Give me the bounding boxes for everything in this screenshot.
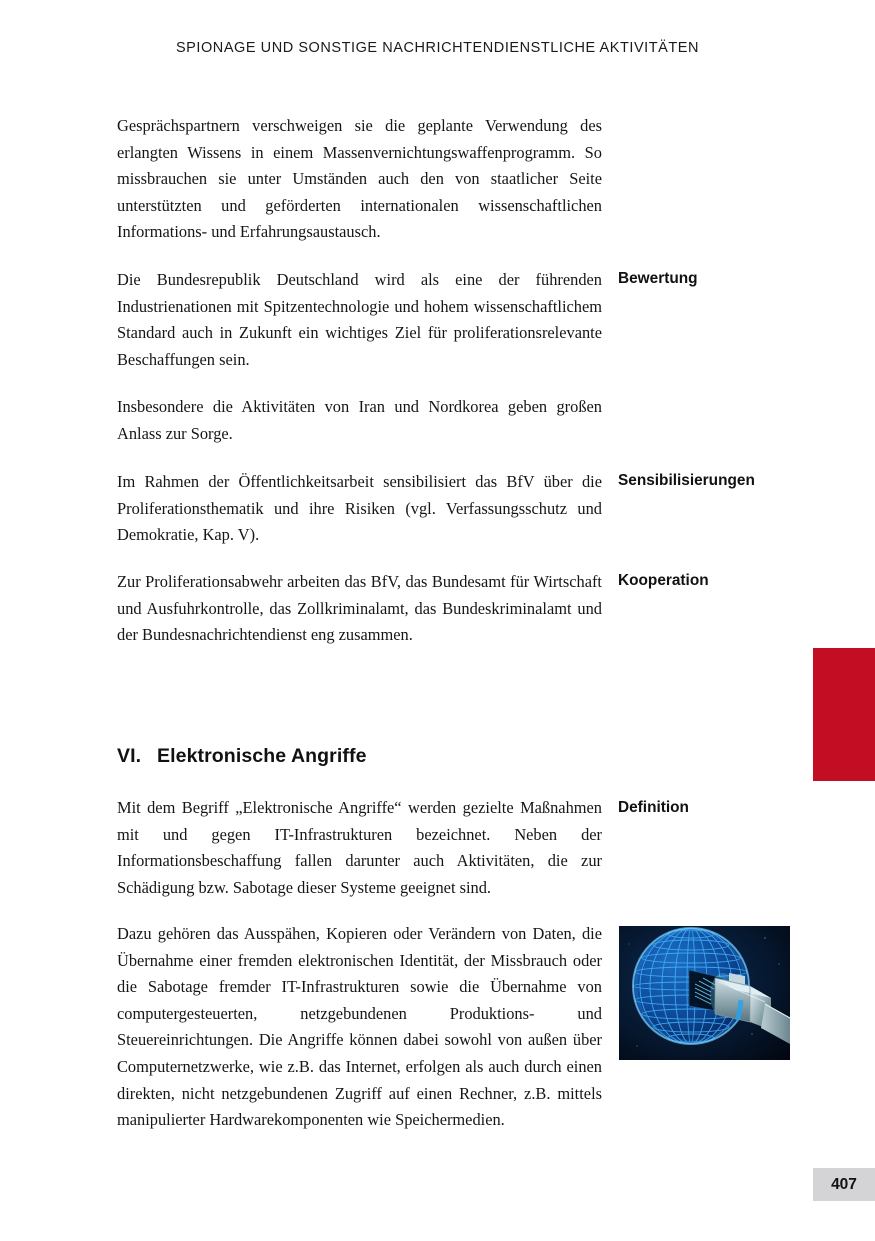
body-paragraph: Zur Proliferationsabwehr arbeiten das BfV, das Bundesamt für Wirtschaft und Ausfuhrkontrolle, das Zollkriminalamt, das Bundeskriminalamt und der Bundesnachrichtendienst eng zusammen.	[117, 572, 602, 645]
margin-note-sensibilisierungen: Sensibilisierungen	[618, 472, 755, 489]
paragraph-block-3	[117, 394, 602, 469]
body-paragraph: Die Bundesrepublik Deutschland wird als eine der führenden Industrienationen mit Spitzentechnologie und hohem wissenschaftlichem Standard auch in Zukunft ein wichtiges Ziel für proliferationsrelevante Beschaffungen sein.	[117, 270, 602, 369]
chapter-thumb-tab	[813, 648, 875, 781]
figure-globe-network-plug	[619, 926, 790, 1060]
page-number: 407	[813, 1168, 875, 1201]
body-paragraph: Gesprächspartnern verschweigen sie die geplante Verwendung des erlangten Wissens in einem Massenvernichtungswaffenprogramm. So missbrauchen sie unter Umständen auch den von staatlicher Seite unterstützten und geförderten internationalen wissenschaftlichen Informations- und Erfahrungsaustausch.	[117, 116, 602, 242]
margin-note-definition: Definition	[618, 799, 689, 816]
body-paragraph: Dazu gehören das Ausspähen, Kopieren oder Verändern von Daten, die Übernahme einer fremden elektronischen Identität, der Missbrauch oder die Sabotage fremder IT-Infrastrukturen sowie die Übernahme von computergesteuerten, netzgebundenen Produktions- und Steuereinrichtungen. Die Angriffe können dabei sowohl von außen über Computernetzwerke, wie z.B. das Internet, erfolgen als auch durch einen direkten, nicht netzgebundenen Zugriff auf einen Rechner, z.B. mittels manipulierter Hardwarekomponenten wie Speichermedien.	[117, 924, 602, 1130]
paragraph-block-1	[117, 113, 602, 268]
paragraph-block-4	[117, 469, 602, 571]
globe-plug-illustration	[619, 926, 790, 1060]
section-title: Elektronische Angriffe	[157, 745, 367, 767]
paragraph-block-5	[117, 569, 602, 671]
running-header: SPIONAGE UND SONSTIGE NACHRICHTENDIENSTLICHE AKTIVITÄTEN	[175, 40, 700, 56]
paragraph-block-7	[117, 921, 602, 1156]
section-numeral: VI.	[117, 745, 142, 767]
body-paragraph: Mit dem Begriff „Elektronische Angriffe“ werden gezielte Maßnahmen mit und gegen IT-Infrastrukturen bezeichnet. Neben der Informationsbeschaffung fallen darunter auch Aktivitäten, die zur Schädigung bzw. Sabotage dieser Systeme geeignet sind.	[117, 798, 602, 897]
paragraph-block-6	[117, 795, 602, 923]
section-heading	[117, 745, 367, 768]
margin-note-kooperation: Kooperation	[618, 572, 709, 589]
margin-note-bewertung: Bewertung	[618, 270, 698, 287]
paragraph-block-2	[117, 267, 602, 395]
body-paragraph: Insbesondere die Aktivitäten von Iran und Nordkorea geben großen Anlass zur Sorge.	[117, 397, 602, 443]
body-paragraph: Im Rahmen der Öffentlichkeitsarbeit sensibilisiert das BfV über die Proliferationsthematik und ihre Risiken (vgl. Verfassungsschutz und Demokratie, Kap. V).	[117, 472, 602, 545]
